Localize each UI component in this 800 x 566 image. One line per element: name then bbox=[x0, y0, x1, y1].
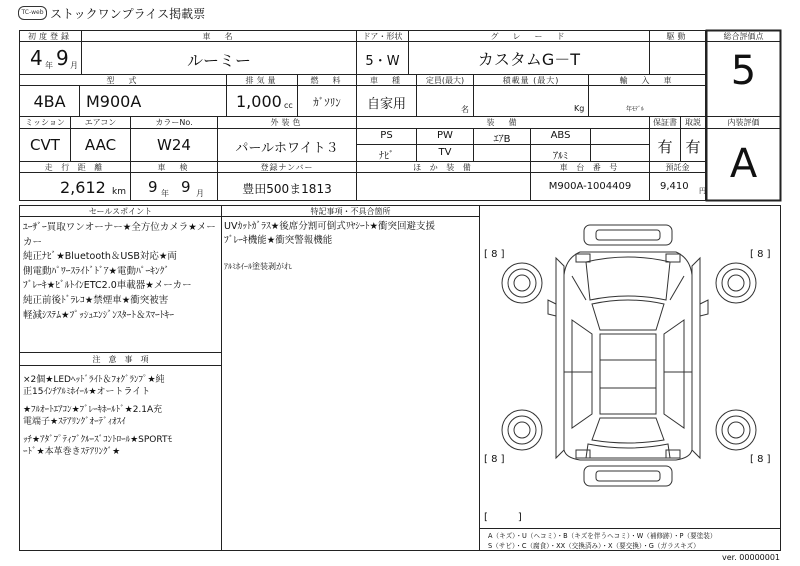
damage-legend-line-1: A（キズ）・U（ヘコミ）・B（キズを伴うヘコミ）・W（補修跡）・P（要塗装） bbox=[488, 532, 717, 540]
other-equip-header: ほ か 装 備 bbox=[413, 163, 474, 172]
first-reg-month-unit: 年 bbox=[45, 61, 53, 70]
usage-header: 車 種 bbox=[370, 76, 403, 85]
warranty-value: 有 bbox=[657, 138, 673, 156]
first-reg-year-unit: 月 bbox=[70, 61, 78, 70]
mileage-value: 2,612 bbox=[60, 178, 106, 197]
features-header: 特記事項・不具合箇所 bbox=[310, 207, 391, 216]
overall-score: 5 bbox=[730, 48, 757, 94]
chassis-header: 車 台 番 号 bbox=[559, 163, 621, 172]
equip-navi: ﾅﾋﾞ bbox=[379, 151, 394, 162]
fuel-header: 燃 料 bbox=[310, 76, 344, 85]
equip-alumi: ｱﾙﾐ bbox=[553, 151, 568, 162]
inspection-year: 9 bbox=[148, 178, 158, 196]
load-unit: Kg bbox=[574, 104, 585, 113]
price-unit: 円 bbox=[699, 187, 706, 195]
color-no-value: W24 bbox=[157, 136, 191, 154]
first-reg-header: 初度登録 bbox=[28, 32, 72, 41]
equip-ps: PS bbox=[380, 130, 393, 141]
first-reg-month: 4 bbox=[30, 46, 43, 70]
tire-label-rear-left: [ 8 ] bbox=[484, 454, 505, 465]
notes-line: ★ﾌﾙｵｰﾄｴｱｺﾝ★ﾌﾞﾚｰｷﾎｰﾙﾄﾞ★2.1A充 bbox=[23, 405, 163, 415]
interior-score: A bbox=[729, 141, 758, 187]
door-value: 5・W bbox=[365, 54, 400, 69]
door-header: ドア・形状 bbox=[362, 32, 403, 41]
inspection-year-unit: 年 bbox=[161, 189, 169, 198]
features-line: ﾌﾞﾚｰｷ機能★衝突警報機能 bbox=[224, 235, 333, 246]
sales-line: ﾕｰｻﾞｰ買取ワンオーナー★全方位カメラ★メーカー bbox=[23, 222, 216, 248]
first-reg-year: 9 bbox=[56, 46, 69, 70]
car-name-header: 車 名 bbox=[202, 32, 236, 41]
grade-value: カスタムG－T bbox=[477, 50, 581, 69]
chassis-value: M900A-1004409 bbox=[548, 181, 632, 192]
notes-line: 正15ｲﾝﾁｱﾙﾐﾎｲｰﾙ★オートライト bbox=[23, 387, 151, 397]
mission-header: ミッション bbox=[25, 118, 65, 127]
warranty-header: 保証書 bbox=[653, 118, 677, 127]
interior-header: 内装評価 bbox=[727, 118, 760, 127]
equip-abs: ABS bbox=[550, 130, 571, 141]
price-value: 9,410 bbox=[660, 181, 689, 192]
sales-line: 純正ﾅﾋﾞ★Bluetooth＆USB対応★両 bbox=[23, 251, 177, 263]
sales-line: 純正前後ﾄﾞﾗﾚｺ★禁煙車★衝突被害 bbox=[23, 294, 169, 306]
manual-header: 取説 bbox=[685, 118, 701, 127]
damage-legend-line-2: S（サビ）・C（腐食）・XX（交換済み）・X（要交換）・G（ガラスキズ） bbox=[488, 542, 700, 550]
inspection-month-unit: 月 bbox=[196, 189, 204, 198]
tire-label-front-right: [ 8 ] bbox=[750, 249, 771, 260]
usage-value: 自家用 bbox=[366, 97, 406, 112]
plate-header: 登録ナンバー bbox=[260, 163, 314, 172]
car-name-value: ルーミー bbox=[186, 51, 251, 70]
equip-pw: PW bbox=[437, 130, 453, 141]
model-header: 型 式 bbox=[106, 76, 140, 85]
inspection-month: 9 bbox=[181, 178, 191, 196]
tire-label-front-left: [ 8 ] bbox=[484, 249, 505, 260]
features-line: UVｶｯﾄｶﾞﾗｽ★後席分割可倒式ﾘﾔｼｰﾄ★衝突回避支援 bbox=[224, 221, 435, 232]
score-header: 総合評価点 bbox=[723, 32, 764, 41]
grade-header: グ レ ー ド bbox=[490, 32, 568, 41]
equip-airbag: ｴｱB bbox=[493, 134, 511, 145]
mileage-header: 走 行 距 離 bbox=[44, 163, 106, 172]
aircon-value: AAC bbox=[84, 136, 117, 154]
plate-value: 豊田500ま1813 bbox=[242, 182, 332, 196]
displacement-value: 1,000 bbox=[236, 92, 282, 111]
features-line: ｱﾙﾐﾎｲｰﾙ塗装剥がれ bbox=[224, 262, 292, 271]
notes-line: ｰﾄﾞ★本革巻きｽﾃｱﾘﾝｸﾞ★ bbox=[23, 447, 121, 457]
notes-line: ×2個★LEDﾍｯﾄﾞﾗｲﾄ＆ﾌｫｸﾞﾗﾝﾌﾟ★純 bbox=[23, 375, 165, 385]
displacement-unit: cc bbox=[284, 101, 293, 110]
exterior-value: パールホワイト３ bbox=[235, 141, 339, 156]
model-prefix: 4BA bbox=[33, 92, 66, 111]
notes-line: 電端子★ｽﾃｱﾘﾝｸﾞｵｰﾃﾞｨｵｽｲ bbox=[23, 417, 126, 427]
spare-tire-label: [ ] bbox=[484, 512, 522, 523]
equip-header: 装 備 bbox=[486, 118, 520, 127]
exterior-header: 外装色 bbox=[270, 118, 304, 127]
year-model-unit: 年ﾓﾃﾞﾙ bbox=[626, 106, 645, 113]
drive-header: 駆動 bbox=[666, 32, 689, 41]
sales-line: ﾌﾞﾚｰｷ★ﾋﾞﾙﾄｲﾝETC2.0車載器★メーカー bbox=[23, 280, 192, 292]
fuel-value: ｶﾞｿﾘﾝ bbox=[313, 96, 341, 109]
import-header: 輸 入 車 bbox=[619, 76, 675, 85]
sales-line: 側電動ﾊﾟﾜｰｽﾗｲﾄﾞﾄﾞｱ★電動ﾊﾟｰｷﾝｸﾞ bbox=[23, 265, 170, 277]
mission-value: CVT bbox=[30, 136, 60, 154]
capacity-unit: 名 bbox=[461, 105, 469, 114]
color-no-header: カラーNo. bbox=[155, 118, 193, 127]
mileage-unit: km bbox=[112, 187, 126, 197]
displacement-header: 排気量 bbox=[245, 76, 279, 85]
manual-value: 有 bbox=[685, 138, 701, 156]
notes-line: ｯﾁ★ｱﾀﾞﾌﾟﾃｨﾌﾞｸﾙｰｽﾞｺﾝﾄﾛｰﾙ★SPORTﾓ bbox=[23, 435, 172, 445]
model-value: M900A bbox=[86, 92, 142, 111]
notes-header: 注 意 事 項 bbox=[92, 355, 149, 364]
price-header: 預託金 bbox=[665, 163, 690, 172]
capacity-header: 定員(最大) bbox=[425, 76, 465, 85]
load-header: 積載量 (最大) bbox=[502, 76, 560, 85]
logo: TC-web bbox=[18, 6, 47, 20]
inspection-header: 車 検 bbox=[157, 163, 191, 172]
tire-label-rear-right: [ 8 ] bbox=[750, 454, 771, 465]
document-title: ストックワンプライス掲載票 bbox=[50, 7, 206, 21]
sales-line: 軽減ｼｽﾃﾑ★ﾌﾟｯｼｭｴﾝｼﾞﾝｽﾀｰﾄ＆ｽﾏｰﾄｷｰ bbox=[23, 309, 175, 321]
sales-points-header: セールスポイント bbox=[88, 207, 153, 216]
version-label: ver. 00000001 bbox=[722, 553, 781, 562]
equip-tv: TV bbox=[438, 147, 452, 158]
aircon-header: エアコン bbox=[84, 118, 117, 127]
